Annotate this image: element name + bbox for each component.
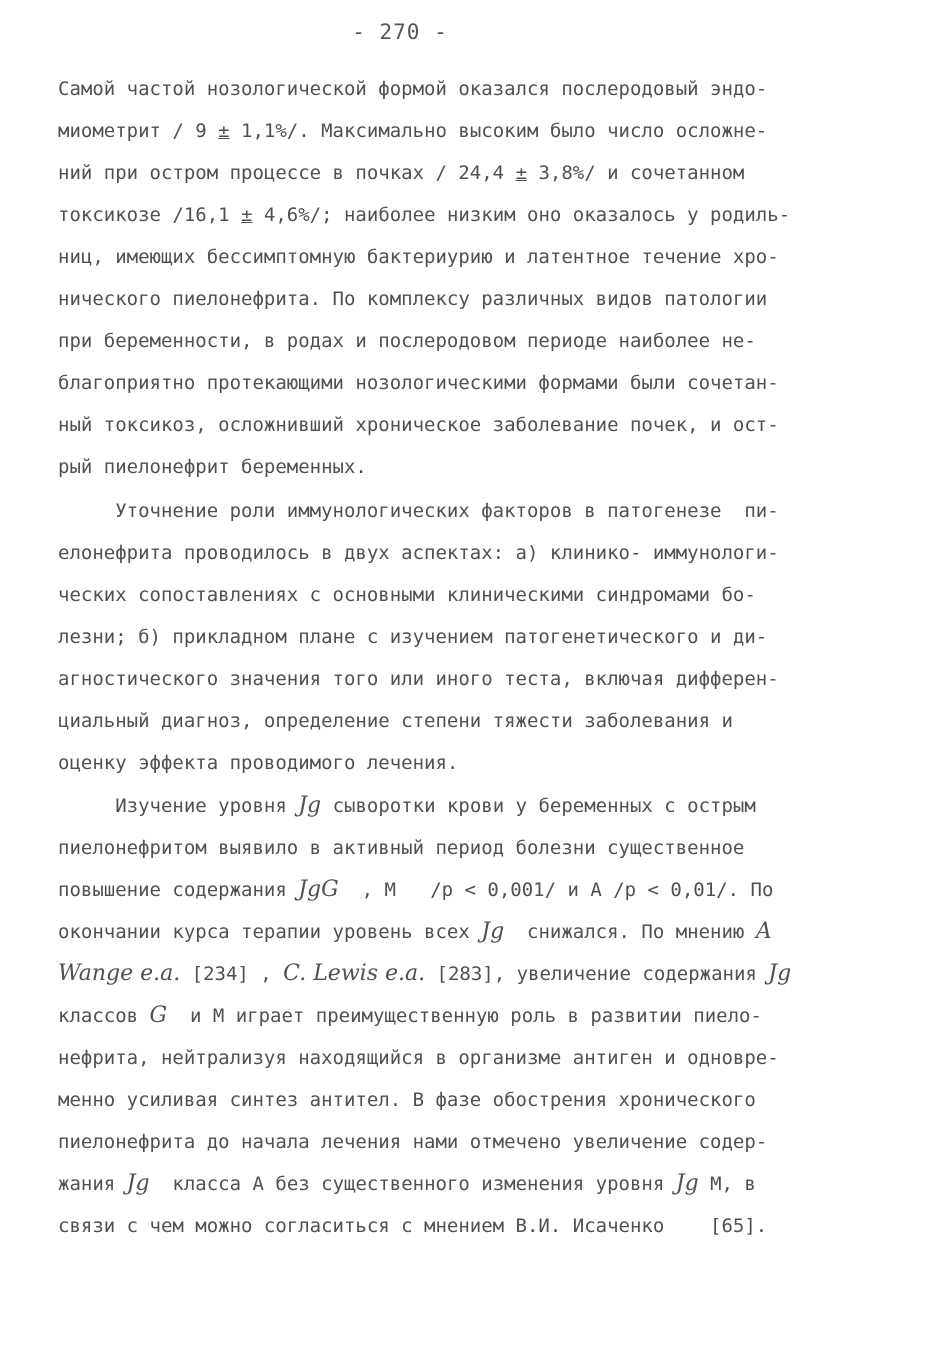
body-text — [58, 490, 878, 784]
text-line: ческих сопоставлениях с основными клиническими синдромами бо- — [58, 584, 756, 606]
author-initial: A — [755, 919, 772, 944]
text-line: повышение содержания JgG , М /р < 0,001/ и А /р < 0,01/. По — [58, 877, 774, 902]
text-line: Изучение уровня Jg сыворотки крови у беременных с острым — [58, 793, 756, 818]
author-name: Wange e.a. — [58, 961, 181, 986]
text-line: классов G и М играет преимущественную роль в развитии пиело- — [58, 1003, 762, 1028]
text-line: лезни; б) прикладном плане с изучением патогенетического и ди- — [58, 626, 768, 648]
text-line: агностического значения того или иного теста, включая дифферен- — [58, 668, 779, 690]
immunoglobulin-symbol: Jg — [768, 961, 792, 986]
body-text — [58, 68, 878, 488]
plus-minus-sign: ± — [241, 204, 253, 226]
immunoglobulin-symbol: Jg — [481, 919, 505, 944]
text-line: оценку эффекта проводимого лечения. — [58, 752, 459, 774]
plus-minus-sign: ± — [218, 120, 230, 142]
text-line: токсикозе /16,1 ± 4,6%/; наиболее низким оно оказалось у родиль- — [58, 204, 791, 226]
author-name: C. Lewis e.a. — [283, 961, 426, 986]
text-line: рый пиелонефрит беременных. — [58, 456, 367, 478]
body-text — [58, 785, 878, 1247]
plus-minus-sign: ± — [515, 162, 528, 184]
immunoglobulin-symbol: Jg — [298, 793, 322, 818]
text-line: циальный диагноз, определение степени тяжести заболевания и — [58, 710, 733, 732]
immunoglobulin-symbol: JgG — [298, 877, 339, 902]
text-line: пиелонефрита до начала лечения нами отмечено увеличение содер- — [58, 1131, 768, 1153]
text-line: Уточнение роли иммунологических факторов в патогенезе пи- — [58, 500, 779, 522]
text-line: Wange e.a. [234] , C. Lewis e.a. [283], увеличение содержания Jg — [58, 961, 792, 986]
text-line: елонефрита проводилось в двух аспектах: а) клинико- иммунологи- — [58, 542, 779, 564]
text-line: пиелонефритом выявило в активный период болезни существенное — [58, 837, 745, 859]
text-line: менно усиливая синтез антител. В фазе обострения хронического — [58, 1089, 756, 1111]
text-line: Самой частой нозологической формой оказался послеродовый эндо- — [58, 78, 768, 100]
text-line: ниц, имеющих бессимптомную бактериурию и латентное течение хро- — [58, 246, 779, 268]
immunoglobulin-symbol: Jg — [126, 1171, 150, 1196]
text-line: нефрита, нейтрализуя находящийся в организме антиген и одновре- — [58, 1047, 779, 1069]
text-line: нического пиелонефрита. По комплексу различных видов патологии — [58, 288, 768, 310]
text-line: миометрит / 9 ± 1,1%/. Максимально высоким было число осложне- — [58, 120, 768, 142]
text-line: благоприятно протекающими нозологическими формами были сочетан- — [58, 372, 779, 394]
text-line: ный токсикоз, осложнивший хроническое заболевание почек, и ост- — [58, 414, 779, 436]
text-line: жания Jg класса А без существенного изменения уровня Jg М, в — [58, 1171, 756, 1196]
immunoglobulin-class: G — [149, 1003, 168, 1028]
text-line: при беременности, в родах и послеродовом периоде наиболее не- — [58, 330, 756, 352]
immunoglobulin-symbol: Jg — [675, 1171, 699, 1196]
text-line: связи с чем можно согласиться с мнением В.И. Исаченко [65]. — [58, 1215, 768, 1237]
text-line: ний при остром процессе в почках / 24,4 ± 3,8%/ и сочетанном — [58, 162, 745, 184]
text-line: окончании курса терапии уровень всех Jg снижался. По мнению A — [58, 919, 772, 944]
page-number: - 270 - — [352, 20, 448, 44]
